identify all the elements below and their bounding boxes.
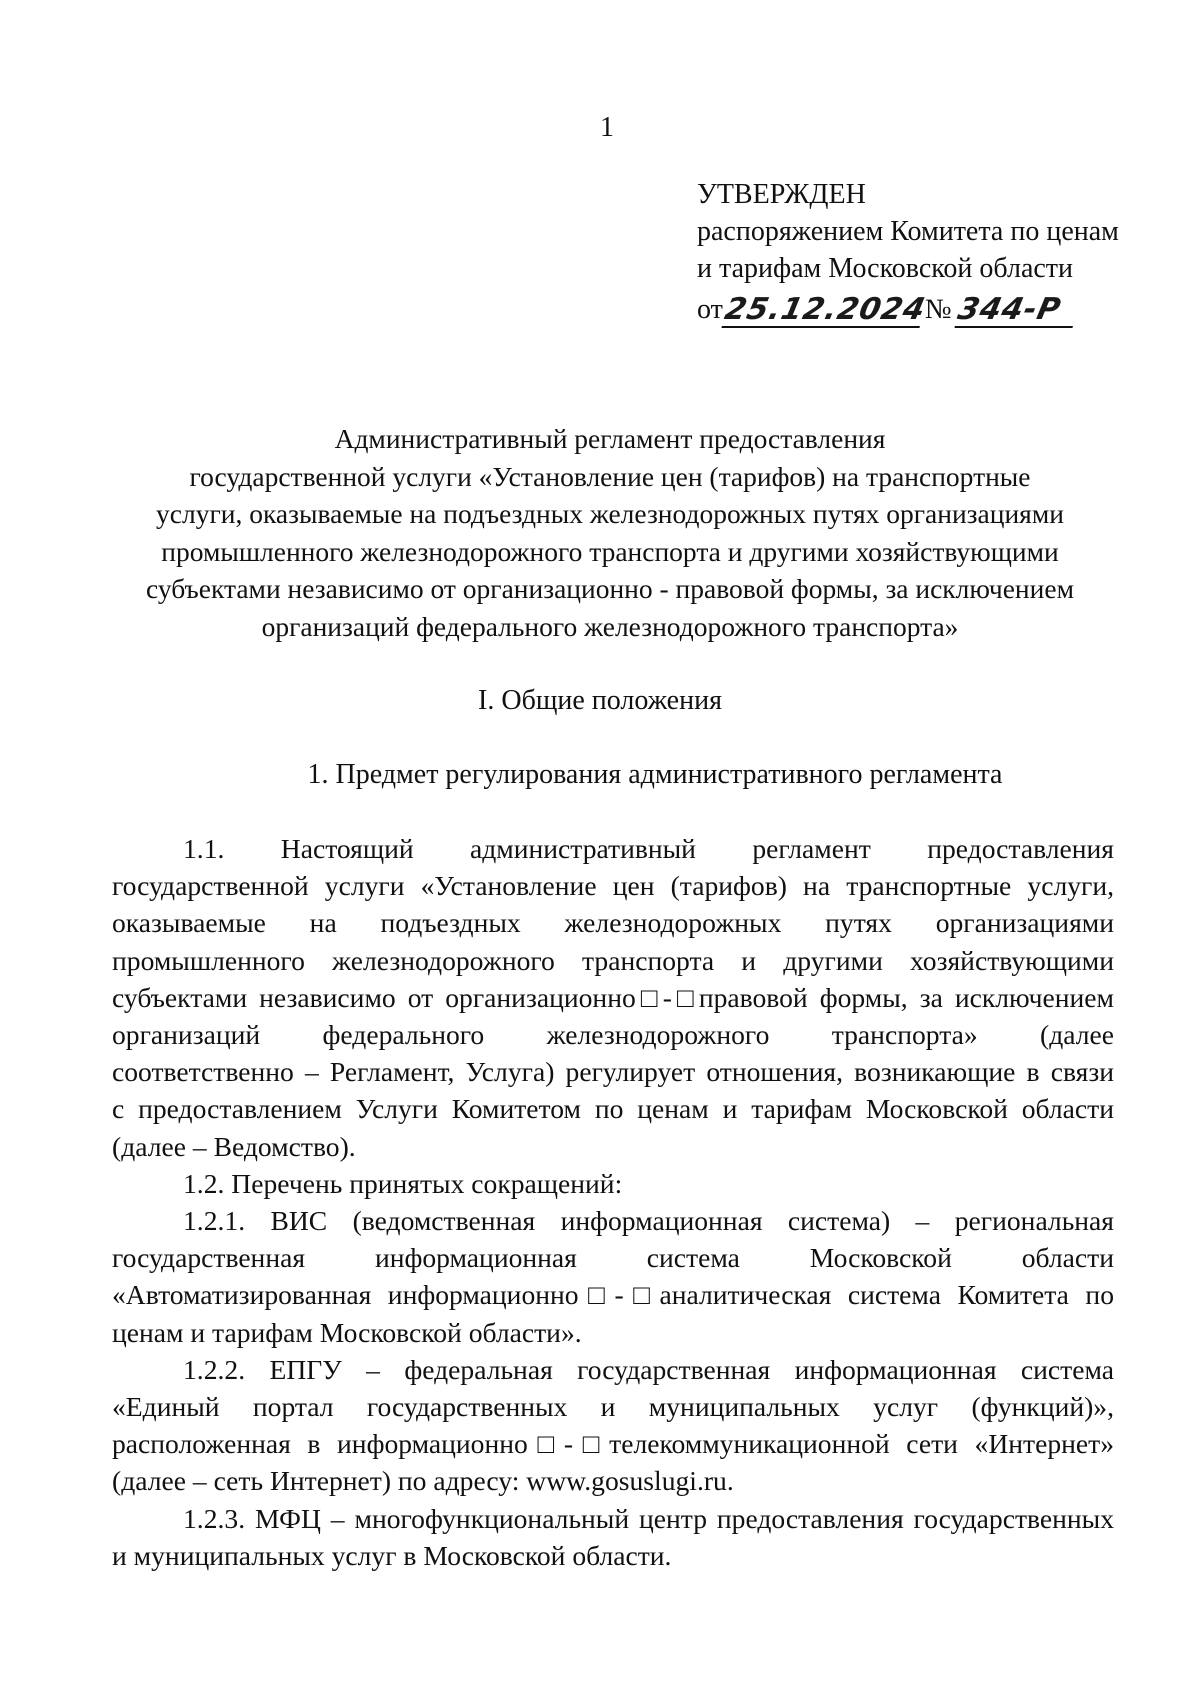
paragraph-line: «Автоматизированная информационно□-□аналитическая система Комитета по (112, 1279, 1114, 1311)
page-number: 1 (600, 112, 614, 143)
handwritten-date: 25.12.2024 (721, 292, 929, 327)
paragraph-1-2 (112, 1165, 1114, 1202)
paragraph-line: 1.1. Настоящий административный регламент предоставления (183, 833, 1114, 864)
approval-stamp (697, 176, 1167, 328)
handwritten-number: 344-Р (954, 295, 1079, 328)
title-line: организаций федерального железнодорожного транспорта» (261, 610, 959, 642)
paragraph-line: соответственно – Регламент, Услуга) регулирует отношения, возникающие в связи (112, 1056, 1114, 1088)
paragraph-line: ценам и тарифам Московской области». (112, 1316, 582, 1348)
approval-line-1: распоряжением Комитета по ценам (697, 216, 1119, 247)
document-title (130, 420, 1090, 645)
document-body (112, 830, 1114, 1574)
subsection-heading: 1. Предмет регулирования административного регламента (307, 759, 1003, 790)
number-sign: № (924, 294, 952, 325)
title-line: государственной услуги «Установление цен (тарифов) на транспортные (189, 460, 1031, 492)
approval-line-2: и тарифам Московской области (697, 253, 1074, 284)
paragraph-line: оказываемые на подъездных железнодорожных путях организациями (112, 907, 1114, 939)
paragraph-line: (далее – Ведомство). (112, 1130, 356, 1162)
approval-date-line (697, 291, 1167, 328)
paragraph-1-1 (112, 830, 1114, 1165)
title-line: субъектами независимо от организационно - правовой формы, за исключением (146, 573, 1074, 604)
paragraph-line: 1.2.1. ВИС (ведомственная информационная система) – региональная (183, 1205, 1114, 1237)
paragraph-line: государственной услуги «Установление цен (тарифов) на транспортные услуги, (112, 870, 1114, 902)
paragraph-1-2-1 (112, 1202, 1114, 1351)
approval-heading: УТВЕРЖДЕН (697, 179, 866, 210)
paragraph-1-2-3 (112, 1500, 1114, 1574)
paragraph-line: государственная информационная система Московской области (112, 1242, 1114, 1274)
paragraph-line: (далее – сеть Интернет) по адресу: www.gosuslugi.ru. (112, 1465, 734, 1497)
title-line: Административный регламент предоставления (334, 423, 886, 454)
paragraph-line: 1.2.3. МФЦ – многофункциональный центр предоставления государственных (183, 1502, 1114, 1534)
paragraph-line: расположенная в информационно□-□телекоммуникационной сети «Интернет» (112, 1428, 1114, 1460)
paragraph-1-2-2 (112, 1351, 1114, 1500)
title-line: промышленного железнодорожного транспорта и другими хозяйствующими (161, 535, 1059, 567)
paragraph-line: субъектами независимо от организационно□-□правовой формы, за исключением (112, 981, 1114, 1013)
paragraph-line: 1.2.2. ЕПГУ – федеральная государственная информационная система (183, 1353, 1114, 1385)
paragraph-line: 1.2. Перечень принятых сокращений: (183, 1167, 623, 1199)
paragraph-line: с предоставлением Услуги Комитетом по ценам и тарифам Московской области (112, 1093, 1114, 1125)
section-heading: I. Общие положения (478, 685, 722, 716)
title-line: услуги, оказываемые на подъездных железнодорожных путях организациями (156, 498, 1064, 529)
paragraph-line: организаций федерального железнодорожного транспорта» (далее (112, 1019, 1114, 1051)
paragraph-line: и муниципальных услуг в Московской области. (112, 1539, 672, 1571)
paragraph-line: промышленного железнодорожного транспорта и другими хозяйствующими (112, 944, 1114, 976)
date-prefix: от (697, 294, 723, 325)
paragraph-line: «Единый портал государственных и муниципальных услуг (функций)», (112, 1391, 1114, 1423)
